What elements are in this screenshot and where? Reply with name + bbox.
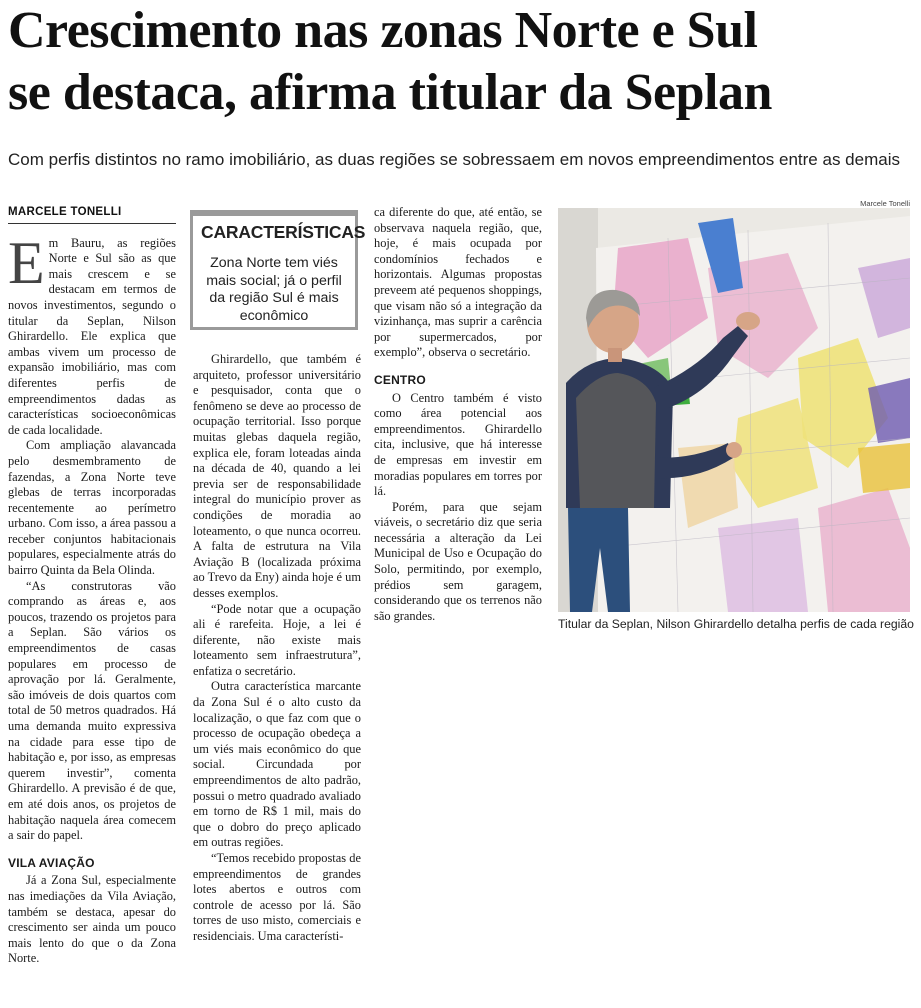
subheadline: Com perfis distintos no ramo imobiliário, as duas regiões se sobressaem em novos empreendimentos entre as demais — [8, 150, 900, 169]
headline-line-2: se destaca, afirma titular da Seplan — [8, 64, 772, 121]
photo-illustration — [558, 208, 910, 612]
paragraph: ca diferente do que, até então, se observava naquela região, que, hoje, é mais ocupada por condomínios fechados e horizontais. Algumas propostas preveem até pequenos shoppings, que visam não só a integração da vizinhança, mas suprir a carência por supermercados, por exemplo”, observa o secretário. — [374, 205, 542, 360]
paragraph: O Centro também é visto como área potencial aos empreendimentos. Ghirardello cita, inclusive, que há interesse de empresas em investir em moradias populares em torres por lá. — [374, 390, 542, 499]
byline: MARCELE TONELLI — [8, 205, 176, 224]
headline-line-1: Crescimento nas zonas Norte e Sul — [8, 2, 758, 59]
article-column-1 — [8, 205, 176, 967]
dropcap: E — [8, 229, 45, 296]
article-column-3 — [374, 205, 542, 624]
highlight-box-title: CARACTERÍSTICAS — [201, 222, 366, 242]
paragraph: Com ampliação alavancada pelo desmembramento de fazendas, a Zona Norte teve glebas de terras incorporadas recentemente ao perímetro urbano. Com isso, a área passou a receber conjuntos habitacionais populares, especialmente atrás do bairro Quinta da Bela Olinda. — [8, 438, 176, 578]
section-subtitle: CENTRO — [374, 372, 426, 387]
paragraph: Já a Zona Sul, especialmente nas imediações da Vila Aviação, também se destaca, apesar do crescimento ser ainda um pouco mais lento do que o da Zona Norte. — [8, 873, 176, 966]
paragraph: Porém, para que sejam viáveis, o secretário diz que seria necessária a alteração da Lei Municipal de Uso e Ocupação do Solo, permitindo, por exemplo, prédios sem garagem, considerando que os terrenos não são grandes. — [374, 499, 542, 623]
highlight-box-text: Zona Norte tem viés mais social; já o perfil da região Sul é mais econômico — [206, 255, 342, 324]
paragraph: “Pode notar que a ocupação ali é rarefeita. Hoje, a lei é diferente, não existe mais loteamento sem infraestrutura”, enfatiza o secretário. — [193, 601, 361, 678]
paragraph: Ghirardello, que também é arquiteto, professor universitário e pesquisador, conta que o fenômeno se deve ao processo de ocupação territorial. Isso porque muitas glebas daquela região, explica ele, foram loteadas ainda na década de 40, quando a lei previa ser de responsabilidade integral do município prover as condições de moradia ao loteamento, o que nunca ocorreu. A falta de estrutura na Vila Aviação B (localizada próxima ao Trevo da Eny) ainda hoje é um desses exemplos. — [193, 352, 361, 600]
photo-caption: Titular da Seplan, Nilson Ghirardello detalha perfis de cada região — [558, 617, 914, 631]
paragraph: Outra característica marcante da Zona Sul é o alto custo da localização, o que faz com que o processo de ocupação obedeça a um viés mais econômico do que social. Circundada por empreendimentos de alto padrão, possui o metro quadrado avaliado em torno de R$ 1 mil, mais do que o dobro do preço aplicado em outras regiões. — [193, 679, 361, 850]
highlight-box — [190, 210, 366, 330]
section-subtitle: VILA AVIAÇÃO — [8, 855, 95, 870]
article-column-2 — [193, 352, 361, 945]
photo-credit: Marcele Tonelli — [860, 199, 910, 208]
headline — [8, 0, 918, 124]
paragraph: “As construtoras vão comprando as áreas e, aos poucos, trazendo os projetos para a Seplan. São vários os empreendimentos de casas populares em processo de aprovação por lá. Geralmente, são imóveis de dois quartos com total de 50 metros quadrados. Há uma demanda muito expressiva na cidade para esse tipo de habitação e, por isso, as empresas querem investir”, comenta Ghirardello. A previsão é de que, em até dois anos, os projetos de habitação naquela área comecem a sair do papel. — [8, 578, 176, 843]
paragraph: “Temos recebido propostas de empreendimentos de grandes lotes abertos e outros com controle de acesso por lá. São torres de uso misto, comerciais e residenciais. Uma característi- — [193, 851, 361, 943]
paragraph: Em Bauru, as regiões Norte e Sul são as que mais crescem e se destacam em termos de novos investimentos, segundo o titular da Seplan, Nilson Ghirardello. Ele explica que ambas vivem um processo de expansão imobiliário, mas com diferentes perfis de empreendimentos dadas as características socioeconômicas de cada localidade. — [8, 229, 176, 437]
photo — [558, 208, 910, 612]
